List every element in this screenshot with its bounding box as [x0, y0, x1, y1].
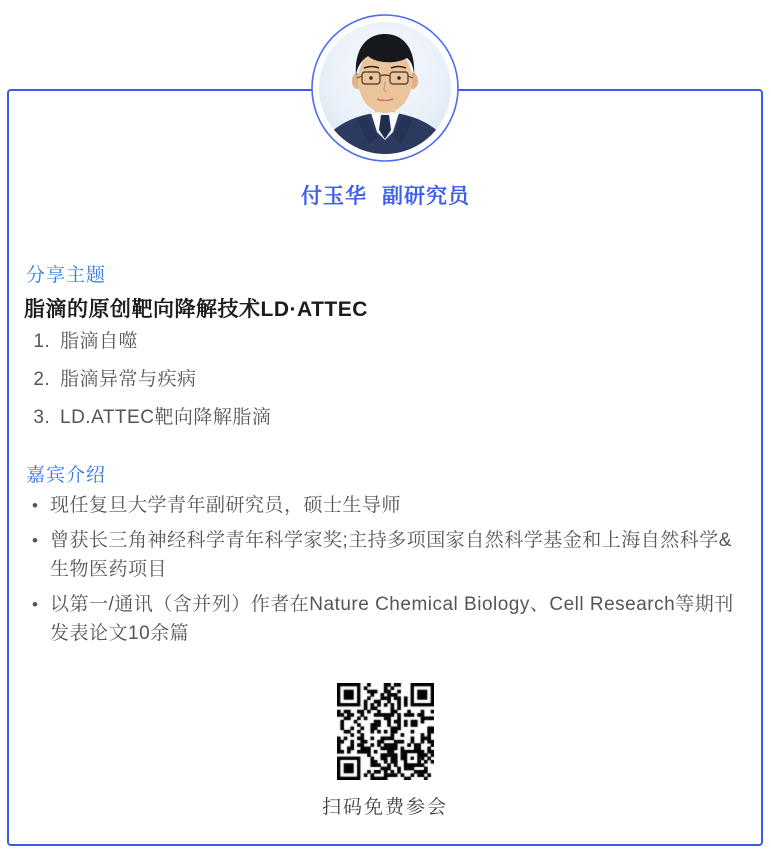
- speaker-title: 副研究员: [382, 185, 470, 208]
- qr-code: [337, 683, 434, 780]
- share-topic-item: 1. 脂滴自噬: [56, 327, 271, 357]
- guest-intro-list: [24, 491, 736, 654]
- guest-intro-heading: 嘉宾介绍: [26, 465, 107, 486]
- speaker-name: 付玉华: [301, 185, 367, 208]
- guest-intro-item: • 现任复旦大学青年副研究员，硕士生导师: [24, 491, 736, 520]
- qr-caption: 扫码免费参会: [321, 797, 448, 818]
- share-topic-item: 2. 脂滴异常与疾病: [56, 365, 271, 395]
- share-topic-item: 3. LD.ATTEC靶向降解脂滴: [56, 403, 271, 433]
- speaker-name-line: [0, 180, 771, 210]
- share-topic-title: 脂滴的原创靶向降解技术LD·ATTEC: [24, 298, 368, 321]
- portrait-photo: [311, 14, 459, 162]
- avatar: [311, 14, 459, 162]
- guest-intro-item: • 以第一/通讯（含并列）作者在Nature Chemical Biology、Cell Research等期刊发表论文10余篇: [24, 590, 736, 648]
- qr-block: [9, 683, 761, 785]
- share-topic-heading: 分享主题: [26, 265, 107, 286]
- guest-intro-item: • 曾获长三角神经科学青年科学家奖;主持多项国家自然科学基金和上海自然科学&生物医药项目: [24, 526, 736, 584]
- share-topic-list: [24, 327, 271, 441]
